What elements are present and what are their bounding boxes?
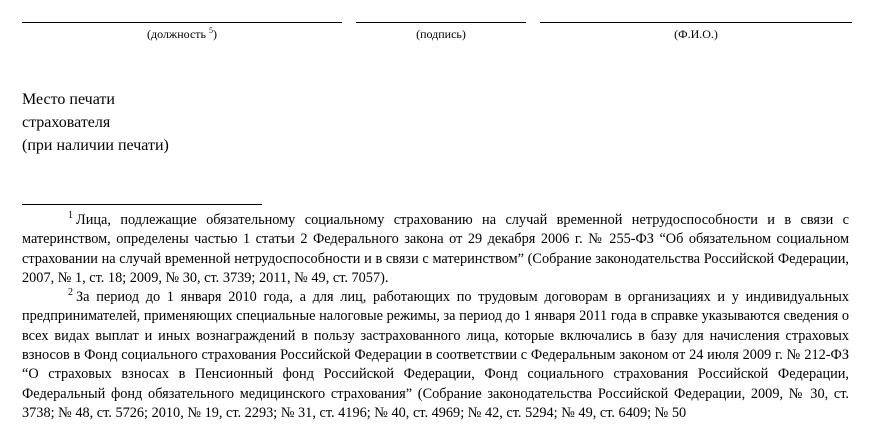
stamp-place [22, 88, 169, 157]
name-caption: (Ф.И.О.) [674, 27, 718, 41]
position-caption [22, 27, 342, 42]
stamp-line-2: страхователя [22, 114, 111, 131]
signature-caption: (подпись) [416, 27, 466, 41]
position-footnote-ref: 5 [209, 26, 213, 35]
footnote-1-marker: 1 [68, 210, 73, 222]
footnote-separator [22, 204, 262, 205]
footnote-1-text: Лица, подлежащие обязательному социальному страхованию на случай временной нетрудоспособности и в связи с материнством, определены частью 1 статьи 2 Федерального закона от 29 декабря 2006 г. № 255-ФЗ “Об обязательном социальном страховании на случай временной нетрудоспособности и в связи с материнством” (Собрание законодательства Российской Федерации, 2007, № 1, ст. 18; 2009, № 30, ст. 3739; 2011, № 49, ст. 7057). [22, 212, 849, 286]
name-line [540, 22, 852, 23]
signature-line [356, 22, 526, 23]
position-label: (должность [147, 27, 206, 41]
footnote-2-marker: 2 [68, 287, 73, 299]
stamp-line-3: (при наличии печати) [22, 137, 169, 154]
footnotes [22, 211, 849, 423]
footnote-2-text: За период до 1 января 2010 года, а для лиц, работающих по трудовым договорам в организациях и у индивидуальных предпринимателей, применяющих специальные налоговые режимы, за период до 1 января 2011 года в справке указываются сведения о всех видах выплат и иных вознаграждений в пользу застрахованного лица, которые включались в базу для начисления страховых взносов в Фонд социального страхования Российской Федерации в соответствии с Федеральным законом от 24 июля 2009 г. № 212-ФЗ “О страховых взносах в Пенсионный фонд Российской Федерации, Фонд социального страхования Российской Федерации, Федеральный фонд обязательного медицинского страхования” (Собрание законодательства Российской Федерации, 2009, № 30, ст. 3738; № 48, ст. 5726; 2010, № 19, ст. 2293; № 31, ст. 4196; № 40, ст. 4969; № 42, ст. 5294; № 49, ст. 6409; № 50 [22, 289, 849, 421]
position-line [22, 22, 342, 23]
position-label-close: ) [213, 27, 217, 41]
footnote-2 [22, 288, 849, 423]
footnote-1 [22, 211, 849, 288]
stamp-line-1: Место печати [22, 91, 115, 108]
